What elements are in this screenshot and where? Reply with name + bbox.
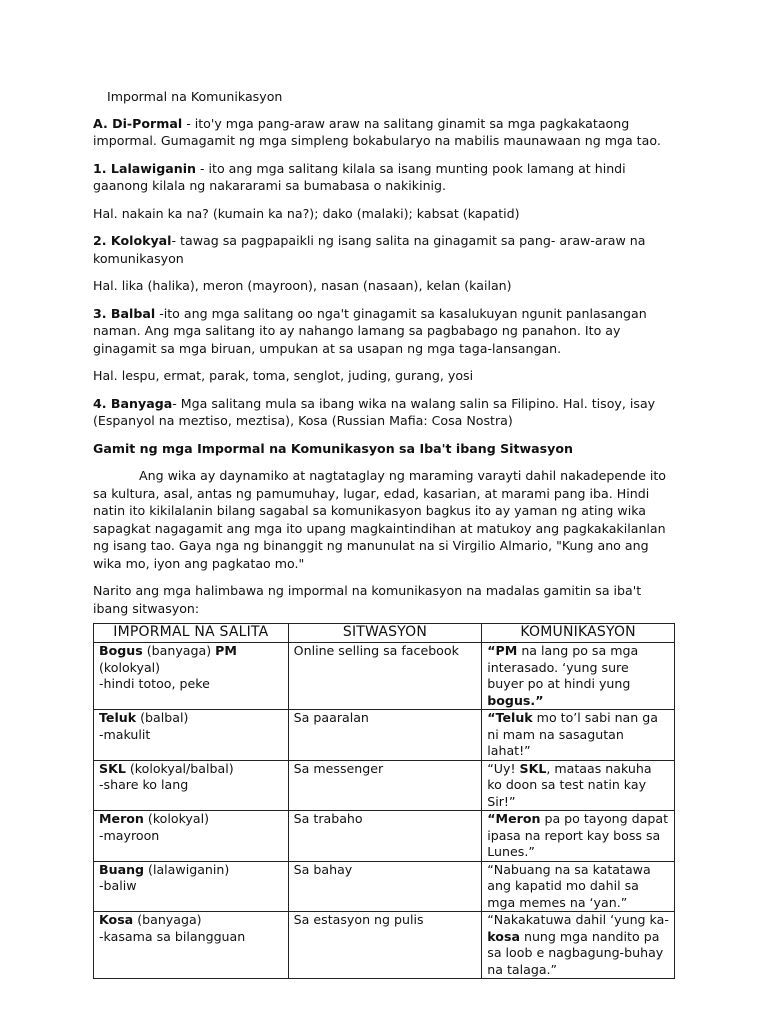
informal-word: PM bbox=[215, 643, 237, 658]
word-type: (kolokyal) bbox=[143, 811, 210, 826]
informal-word: Teluk bbox=[99, 710, 137, 725]
section-banyaga bbox=[93, 395, 678, 430]
word-type: (banyaga) bbox=[142, 643, 216, 658]
example-text: na lang po sa mga interasado. ‘yung sure buyer po at hindi yung bbox=[487, 643, 639, 691]
word-meaning: -kasama sa bilangguan bbox=[99, 928, 246, 944]
communication-cell bbox=[482, 811, 675, 862]
column-header: SITWASYON bbox=[288, 624, 482, 643]
table-header-row bbox=[94, 624, 675, 643]
word-cell bbox=[94, 710, 289, 761]
word-type: (kolokyal/balbal) bbox=[125, 760, 234, 776]
informal-word: Bogus bbox=[99, 643, 143, 658]
example-balbal: Hal. lespu, ermat, parak, toma, senglot, juding, gurang, yosi bbox=[93, 368, 474, 383]
column-header: KOMUNIKASYON bbox=[482, 624, 675, 643]
word-meaning: -hindi totoo, peke bbox=[99, 676, 210, 691]
word-cell bbox=[94, 643, 289, 710]
word-type: (balbal) bbox=[136, 710, 189, 725]
section-text: -ito ang mga salitang oo nga't ginagamit sa kasalukuyan ngunit panlasangan naman. Ang mga salitang ito ay nahango lamang sa pagbabago ng panahon. Ito ay ginagamit sa mga biruan, umpukan at sa usapan ng mga taga-lansangan. bbox=[93, 305, 647, 356]
example-bold: SKL bbox=[519, 760, 547, 776]
informal-word: Meron bbox=[99, 811, 144, 826]
example-text: “Uy! bbox=[487, 760, 520, 776]
word-cell bbox=[94, 811, 289, 862]
situation-cell: Sa messenger bbox=[288, 760, 482, 811]
example-text: nung mga nandito pa sa loob e nagbagung-buhay na talaga.” bbox=[487, 928, 664, 977]
situation-cell: Sa bahay bbox=[288, 861, 482, 912]
informal-word: Kosa bbox=[99, 912, 134, 927]
word-meaning: -mayroon bbox=[99, 827, 160, 843]
communication-cell bbox=[482, 912, 675, 979]
section-text: - ito'y mga pang-araw araw na salitang ginamit sa mga pagkakataong impormal. Gumagamit ng mga simpleng bokabularyo na mabilis maunawaan ng mga tao. bbox=[93, 115, 661, 148]
table-row bbox=[94, 760, 675, 811]
situation-cell: Sa trabaho bbox=[288, 811, 482, 862]
example-bold: “Teluk bbox=[487, 710, 533, 725]
example-text: mo to’l sabi nan ga ni mam na sasagutan lahat!” bbox=[487, 710, 658, 758]
word-meaning: -baliw bbox=[99, 878, 137, 893]
example-kolokyal: Hal. lika (halika), meron (mayroon), nasan (nasaan), kelan (kailan) bbox=[93, 278, 512, 293]
section-label: 2. Kolokyal bbox=[93, 233, 172, 248]
example-text: , mataas nakuha ko doon sa test natin kay Sir!” bbox=[487, 760, 652, 809]
communication-cell bbox=[482, 861, 675, 912]
section-di-pormal bbox=[93, 115, 678, 150]
word-meaning: -makulit bbox=[99, 726, 151, 742]
example-text: pa po tayong dapat ipasa na report kay boss sa Lunes.” bbox=[487, 811, 669, 859]
word-type: (lalawiganin) bbox=[144, 861, 230, 877]
word-cell bbox=[94, 861, 289, 912]
communication-cell bbox=[482, 643, 675, 710]
word-type: (banyaga) bbox=[133, 912, 202, 927]
body-paragraph: Ang wika ay daynamiko at nagtataglay ng maraming varayti dahil nakadepende ito sa kultura, asal, antas ng pamumuhay, lugar, edad, kasarian, at marami pang iba. Hindi natin ito kikilalanin bilang sagabal sa komunikasyon bagkus ito ay yaman ng ating wika sapagkat nagagamit ang mga ito upang magkaintindihan at matukoy ang pagkakakilanlan ng isang tao. Gaya nga ng binanggit ng manunulat na si Virgilio Almario, "Kung ano ang wika mo, iyon ang pagkatao mo." bbox=[93, 468, 666, 571]
section-label: 1. Lalawiganin bbox=[93, 160, 196, 176]
communication-cell bbox=[482, 760, 675, 811]
informal-word: Buang bbox=[99, 861, 145, 877]
section-text: - ito ang mga salitang kilala sa isang munting pook lamang at hindi gaanong kilala ng nakararami sa bumabasa o nakikinig. bbox=[93, 160, 626, 193]
section-text: - tawag sa pagpapaikli ng isang salita na ginagamit sa pang- araw-araw na komunikasyon bbox=[93, 233, 646, 266]
document-title: Impormal na Komunikasyon bbox=[107, 89, 283, 104]
example-bold: kosa bbox=[487, 928, 520, 944]
example-lalawiganin: Hal. nakain ka na? (kumain ka na?); dako (malaki); kabsat (kapatid) bbox=[93, 205, 520, 221]
section-label: 4. Banyaga bbox=[93, 395, 173, 411]
example-bold: “Meron bbox=[487, 811, 541, 826]
document-content bbox=[93, 88, 678, 979]
word-cell bbox=[94, 760, 289, 811]
situation-cell: Sa paaralan bbox=[288, 710, 482, 761]
table-row bbox=[94, 912, 675, 979]
heading-text: Gamit ng mga Impormal na Komunikasyon sa Iba't ibang Sitwasyon bbox=[93, 440, 573, 456]
example-text: “Nakakatuwa dahil ‘yung ka- bbox=[487, 912, 669, 927]
word-meaning: -share ko lang bbox=[99, 777, 189, 792]
example-bold: bogus.” bbox=[487, 692, 544, 708]
section-label: 3. Balbal bbox=[93, 305, 156, 321]
section-label: A. Di-Pormal bbox=[93, 115, 183, 131]
word-cell bbox=[94, 912, 289, 979]
informal-word: SKL bbox=[99, 760, 126, 776]
situation-cell: Online selling sa facebook bbox=[288, 643, 482, 710]
section-balbal bbox=[93, 305, 678, 358]
example-text: “Nabuang na sa katatawa ang kapatid mo dahil sa mga memes na ‘yan.” bbox=[487, 861, 651, 910]
table-row bbox=[94, 811, 675, 862]
column-header: IMPORMAL NA SALITA bbox=[94, 624, 289, 643]
examples-table bbox=[93, 623, 675, 979]
table-body bbox=[94, 643, 675, 979]
table-intro: Narito ang mga halimbawa ng impormal na komunikasyon na madalas gamitin sa iba't ibang sitwasyon: bbox=[93, 583, 642, 616]
table-row bbox=[94, 643, 675, 710]
table-row bbox=[94, 861, 675, 912]
example-bold: “PM bbox=[487, 643, 518, 658]
section-kolokyal bbox=[93, 232, 678, 267]
communication-cell bbox=[482, 710, 675, 761]
table-row bbox=[94, 710, 675, 761]
situation-cell: Sa estasyon ng pulis bbox=[288, 912, 482, 979]
section-lalawiganin bbox=[93, 160, 678, 195]
section-text: - Mga salitang mula sa ibang wika na walang salin sa Filipino. Hal. tisoy, isay (Espanyol na meztiso, meztisa), Kosa (Russian Mafia: Cosa Nostra) bbox=[93, 395, 656, 428]
word-type: (kolokyal) bbox=[99, 659, 161, 675]
section-heading bbox=[93, 440, 678, 458]
